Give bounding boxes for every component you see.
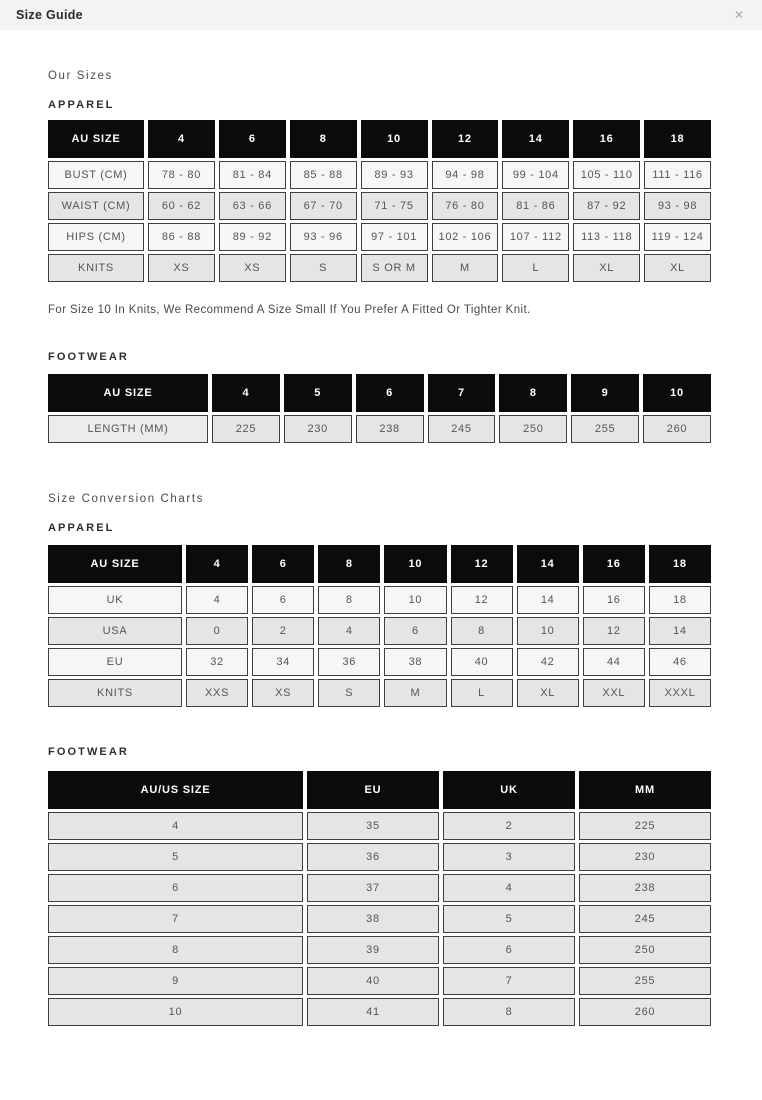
conversion-footwear-table [44, 768, 715, 1029]
our-sizes-footwear-table [44, 371, 715, 446]
table-cell: 12 [583, 617, 645, 645]
table-cell: 85 - 88 [290, 161, 357, 189]
table-cell: XS [148, 254, 215, 282]
table-row [48, 223, 711, 251]
modal-header [0, 0, 762, 30]
table-header-cell: 8 [318, 545, 380, 583]
table-cell: 38 [307, 905, 439, 933]
table-cell: 71 - 75 [361, 192, 428, 220]
table-header-cell: AU SIZE [48, 545, 182, 583]
table-cell: 14 [517, 586, 579, 614]
table-header-cell: 8 [499, 374, 567, 412]
table-cell: XXL [583, 679, 645, 707]
table-cell: 0 [186, 617, 248, 645]
table-header-row [48, 771, 711, 809]
table-header-cell: MM [579, 771, 711, 809]
table-cell: 255 [571, 415, 639, 443]
table-header-cell: 6 [356, 374, 424, 412]
table-cell: 8 [443, 998, 575, 1026]
row-label-cell: 10 [48, 998, 303, 1026]
table-cell: XS [252, 679, 314, 707]
table-header-cell: AU SIZE [48, 374, 208, 412]
table-cell: 4 [443, 874, 575, 902]
table-cell: XL [517, 679, 579, 707]
table-cell: 260 [643, 415, 711, 443]
row-label-cell: 9 [48, 967, 303, 995]
table-cell: L [502, 254, 569, 282]
table-header-cell: 12 [451, 545, 513, 583]
table-cell: 4 [318, 617, 380, 645]
table-cell: 119 - 124 [644, 223, 711, 251]
table-header-cell: 6 [219, 120, 286, 158]
table-header-cell: 16 [573, 120, 640, 158]
table-cell: 38 [384, 648, 446, 676]
table-cell: 4 [186, 586, 248, 614]
table-cell: 8 [451, 617, 513, 645]
table-cell: 260 [579, 998, 711, 1026]
table-cell: 63 - 66 [219, 192, 286, 220]
size-guide-content [0, 70, 762, 1029]
row-label-cell: LENGTH (MM) [48, 415, 208, 443]
table-cell: 3 [443, 843, 575, 871]
table-cell: 107 - 112 [502, 223, 569, 251]
table-cell: 37 [307, 874, 439, 902]
table-cell: S OR M [361, 254, 428, 282]
table-cell: 250 [579, 936, 711, 964]
apparel-label-conversion: APPAREL [48, 522, 115, 534]
row-label-cell: KNITS [48, 679, 182, 707]
table-cell: 93 - 98 [644, 192, 711, 220]
table-row [48, 874, 711, 902]
table-header-cell: 6 [252, 545, 314, 583]
row-label-cell: KNITS [48, 254, 144, 282]
table-cell: 6 [252, 586, 314, 614]
table-cell: 245 [428, 415, 496, 443]
table-cell: 78 - 80 [148, 161, 215, 189]
table-cell: 46 [649, 648, 711, 676]
table-cell: 87 - 92 [573, 192, 640, 220]
table-cell: 81 - 86 [502, 192, 569, 220]
table-cell: M [384, 679, 446, 707]
table-header-cell: AU SIZE [48, 120, 144, 158]
row-label-cell: 7 [48, 905, 303, 933]
table-row [48, 648, 711, 676]
conversion-charts-title: Size Conversion Charts [48, 493, 205, 505]
table-cell: 2 [443, 812, 575, 840]
table-cell: 89 - 92 [219, 223, 286, 251]
table-cell: 16 [583, 586, 645, 614]
table-cell: 230 [579, 843, 711, 871]
table-header-cell: 16 [583, 545, 645, 583]
table-cell: 99 - 104 [502, 161, 569, 189]
table-cell: 8 [318, 586, 380, 614]
table-cell: XXS [186, 679, 248, 707]
table-cell: XS [219, 254, 286, 282]
table-row [48, 192, 711, 220]
table-cell: 7 [443, 967, 575, 995]
row-label-cell: WAIST (CM) [48, 192, 144, 220]
table-header-cell: AU/US SIZE [48, 771, 303, 809]
table-cell: 5 [443, 905, 575, 933]
row-label-cell: 8 [48, 936, 303, 964]
table-cell: 238 [579, 874, 711, 902]
table-cell: S [318, 679, 380, 707]
table-cell: 39 [307, 936, 439, 964]
table-cell: 255 [579, 967, 711, 995]
knits-note: For Size 10 In Knits, We Recommend A Size Small If You Prefer A Fitted Or Tighter Knit. [48, 304, 531, 316]
table-cell: 35 [307, 812, 439, 840]
row-label-cell: 4 [48, 812, 303, 840]
table-cell: 10 [384, 586, 446, 614]
apparel-label-our-sizes: APPAREL [48, 99, 115, 111]
table-header-cell: 10 [643, 374, 711, 412]
table-header-cell: 14 [517, 545, 579, 583]
table-cell: 67 - 70 [290, 192, 357, 220]
row-label-cell: BUST (CM) [48, 161, 144, 189]
table-header-cell: UK [443, 771, 575, 809]
table-cell: 111 - 116 [644, 161, 711, 189]
table-row [48, 679, 711, 707]
table-row [48, 998, 711, 1026]
table-cell: 41 [307, 998, 439, 1026]
table-header-cell: 7 [428, 374, 496, 412]
table-row [48, 254, 711, 282]
table-cell: 12 [451, 586, 513, 614]
table-cell: 105 - 110 [573, 161, 640, 189]
table-cell: 32 [186, 648, 248, 676]
table-row [48, 812, 711, 840]
row-label-cell: HIPS (CM) [48, 223, 144, 251]
table-cell: 250 [499, 415, 567, 443]
footwear-label-our-sizes: FOOTWEAR [48, 351, 129, 363]
our-sizes-apparel-table [44, 117, 715, 285]
table-cell: XXXL [649, 679, 711, 707]
table-header-cell: EU [307, 771, 439, 809]
table-header-cell: 4 [212, 374, 280, 412]
table-cell: 34 [252, 648, 314, 676]
table-cell: 10 [517, 617, 579, 645]
row-label-cell: EU [48, 648, 182, 676]
table-cell: 86 - 88 [148, 223, 215, 251]
table-header-cell: 9 [571, 374, 639, 412]
table-cell: 36 [307, 843, 439, 871]
table-cell: 102 - 106 [432, 223, 499, 251]
table-cell: 6 [384, 617, 446, 645]
our-sizes-title: Our Sizes [48, 70, 113, 82]
table-cell: XL [573, 254, 640, 282]
table-cell: 6 [443, 936, 575, 964]
table-cell: L [451, 679, 513, 707]
footwear-label-conversion: FOOTWEAR [48, 746, 129, 758]
table-row [48, 905, 711, 933]
row-label-cell: 5 [48, 843, 303, 871]
table-header-row [48, 545, 711, 583]
table-header-cell: 12 [432, 120, 499, 158]
row-label-cell: UK [48, 586, 182, 614]
table-cell: 2 [252, 617, 314, 645]
table-cell: M [432, 254, 499, 282]
table-header-row [48, 374, 711, 412]
table-cell: 40 [451, 648, 513, 676]
table-cell: 230 [284, 415, 352, 443]
close-icon[interactable]: ✕ [733, 8, 744, 22]
table-row [48, 617, 711, 645]
table-cell: 97 - 101 [361, 223, 428, 251]
table-cell: 60 - 62 [148, 192, 215, 220]
table-header-cell: 10 [361, 120, 428, 158]
table-cell: 94 - 98 [432, 161, 499, 189]
table-cell: XL [644, 254, 711, 282]
table-row [48, 967, 711, 995]
conversion-apparel-table [44, 542, 715, 710]
modal-title: Size Guide [16, 8, 83, 22]
table-cell: 245 [579, 905, 711, 933]
table-header-cell: 5 [284, 374, 352, 412]
table-header-cell: 18 [644, 120, 711, 158]
table-cell: 225 [579, 812, 711, 840]
table-row [48, 586, 711, 614]
table-header-row [48, 120, 711, 158]
table-cell: 81 - 84 [219, 161, 286, 189]
table-cell: 44 [583, 648, 645, 676]
table-cell: 42 [517, 648, 579, 676]
table-row [48, 843, 711, 871]
table-header-cell: 10 [384, 545, 446, 583]
table-header-cell: 18 [649, 545, 711, 583]
table-row [48, 415, 711, 443]
table-cell: S [290, 254, 357, 282]
row-label-cell: 6 [48, 874, 303, 902]
table-cell: 40 [307, 967, 439, 995]
table-cell: 36 [318, 648, 380, 676]
table-cell: 14 [649, 617, 711, 645]
table-cell: 238 [356, 415, 424, 443]
table-cell: 93 - 96 [290, 223, 357, 251]
table-header-cell: 8 [290, 120, 357, 158]
table-header-cell: 14 [502, 120, 569, 158]
table-row [48, 161, 711, 189]
table-cell: 225 [212, 415, 280, 443]
table-cell: 76 - 80 [432, 192, 499, 220]
table-row [48, 936, 711, 964]
row-label-cell: USA [48, 617, 182, 645]
table-header-cell: 4 [186, 545, 248, 583]
table-cell: 89 - 93 [361, 161, 428, 189]
table-cell: 18 [649, 586, 711, 614]
table-cell: 113 - 118 [573, 223, 640, 251]
table-header-cell: 4 [148, 120, 215, 158]
